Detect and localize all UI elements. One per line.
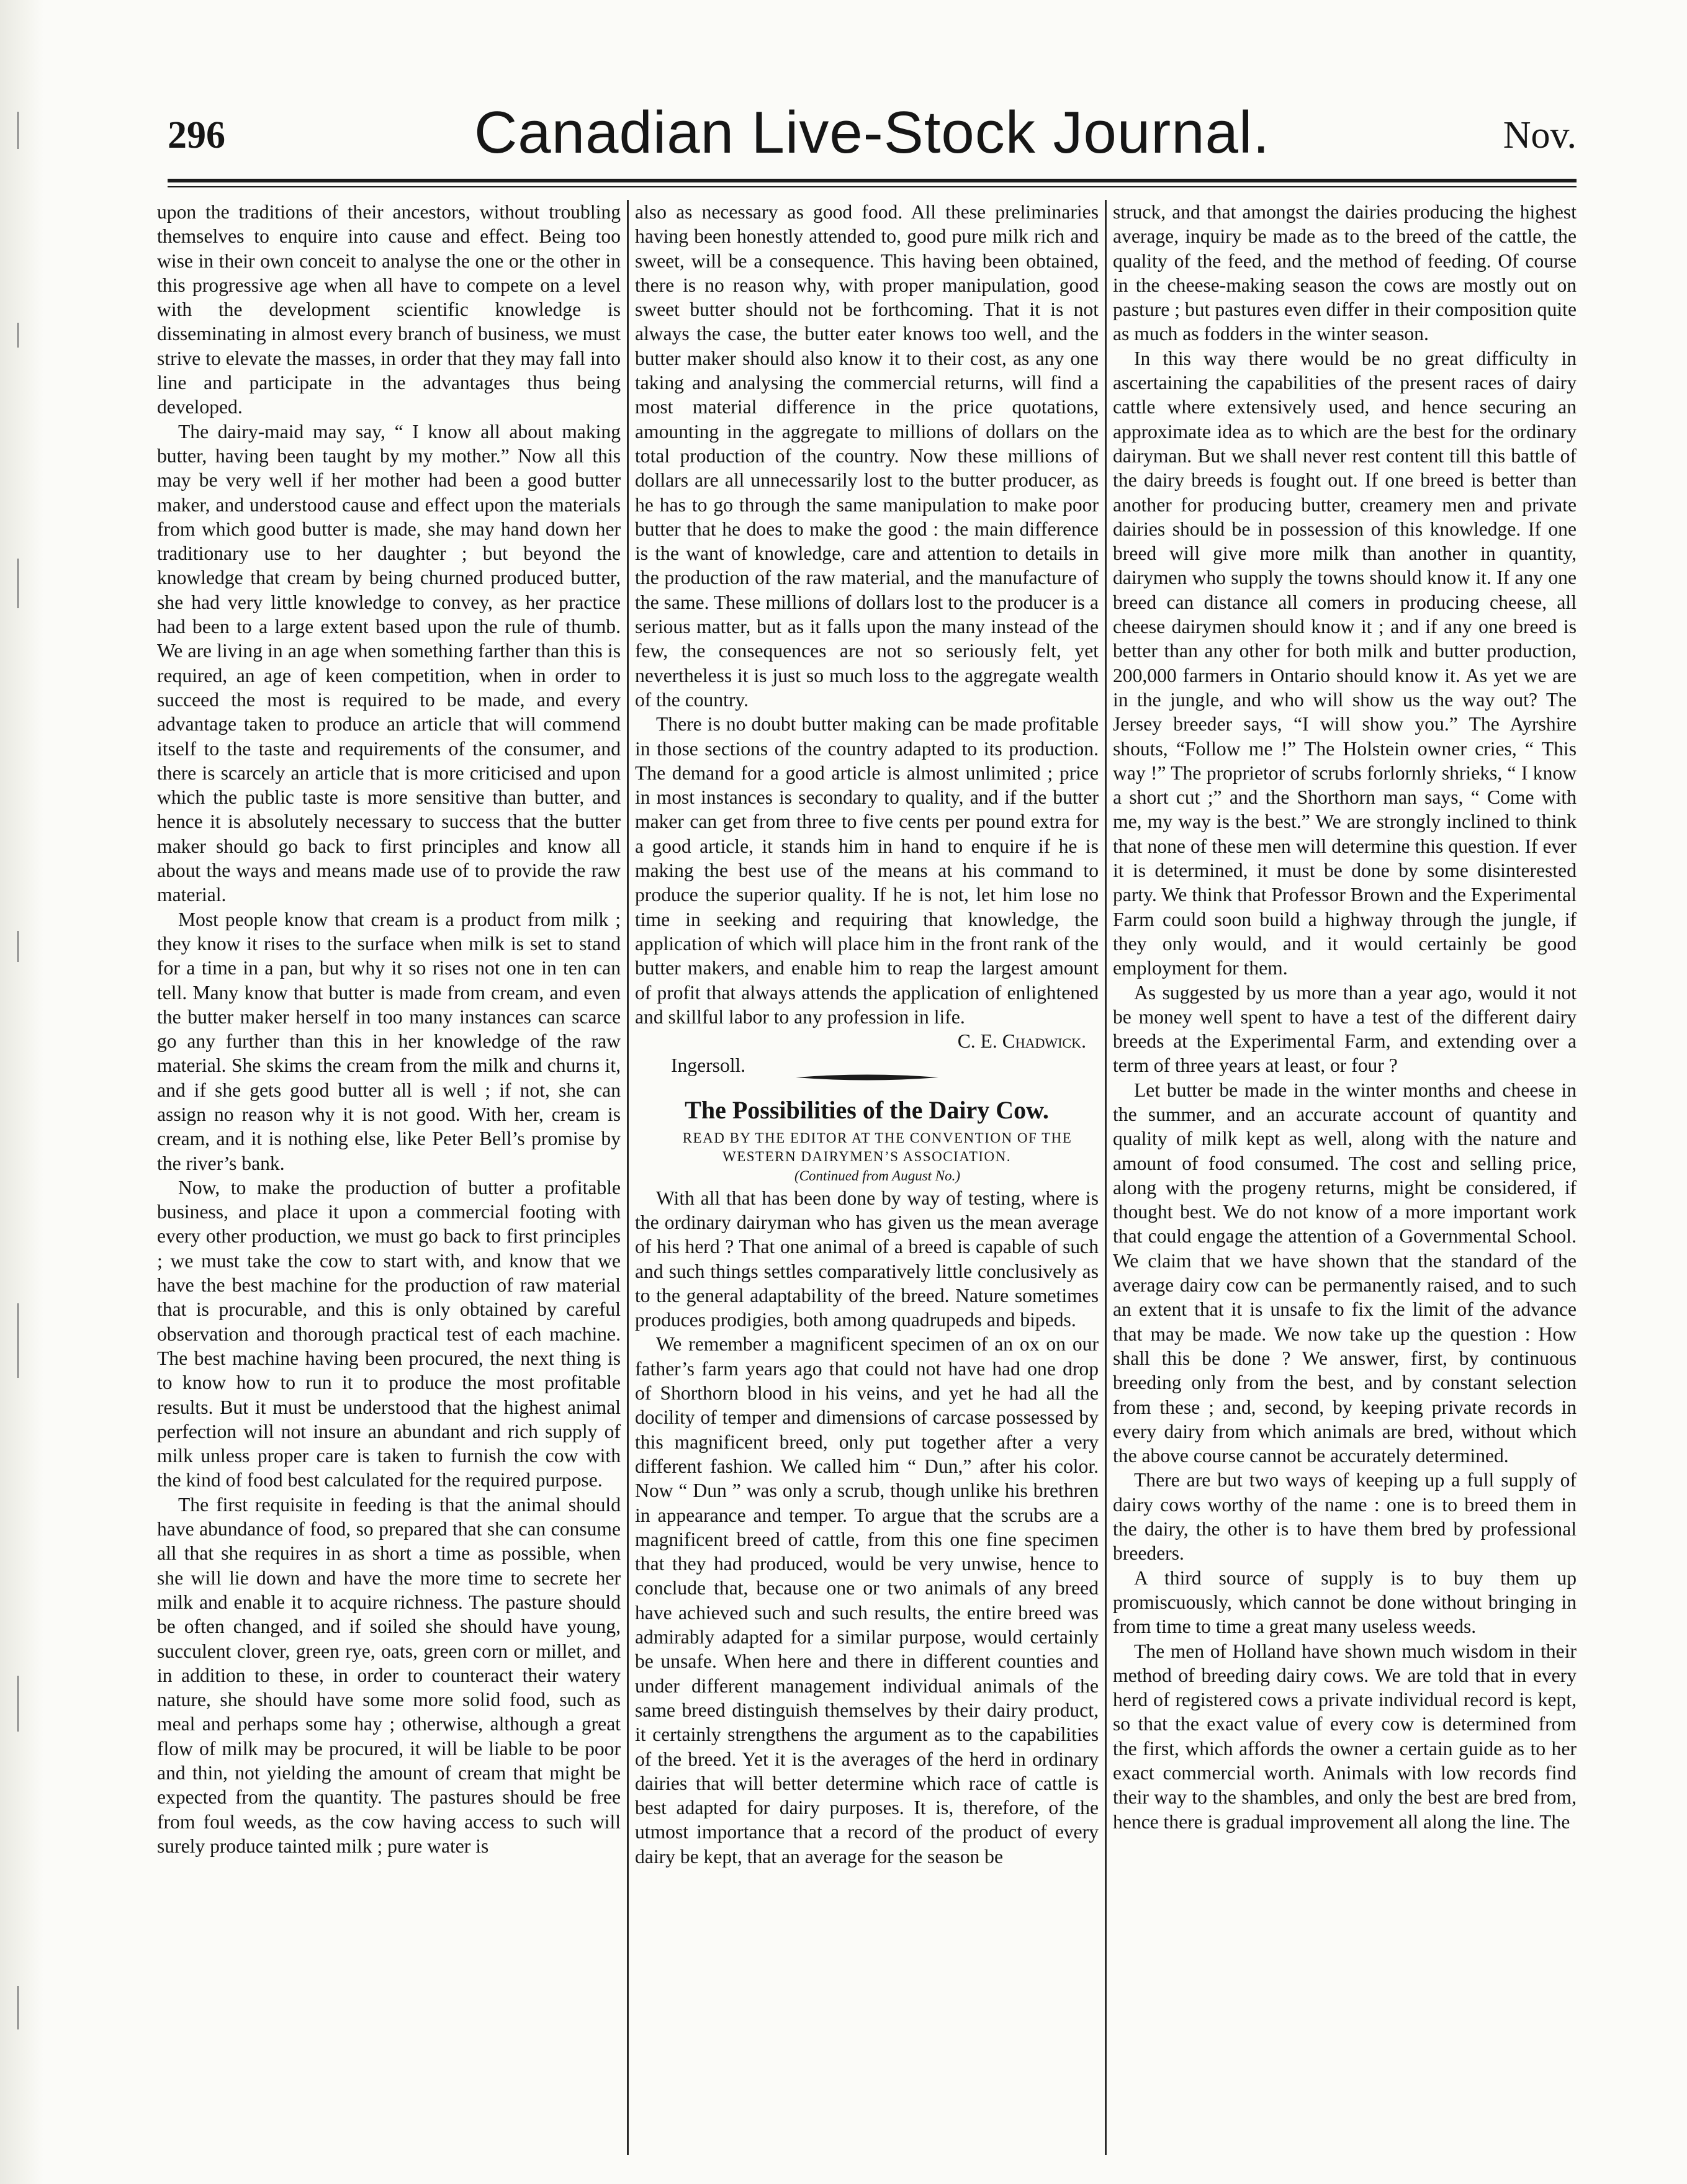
paragraph: Let butter be made in the winter months and cheese in the summer, and an accurate account of quantity and quality of milk kept as well, along with the nature and amount of food consumed. The cost and selling price, along with the progeny returns, might be considered, if thought best. We do not know of a more important work that could engage the attention of a Governmental School. We claim that we have shown that the standard of the average dairy cow can be permanently raised, and to such an extent that it is unsafe to fix the limit of the advance that may be made. We now take up the question : How shall this be done ? We answer, first, by continuous breeding only from the best, and by constant selection from these ; and, second, by keeping private records in every dairy from which animals are bred, without which the above course cannot be accurately determined. xyxy=(1113,1079,1577,1467)
issue-month: Nov. xyxy=(1503,114,1577,156)
paragraph: A third source of supply is to buy them up promiscuously, which cannot be done without bringing in from time to time a great many useless weeds. xyxy=(1113,1566,1577,1638)
column-divider xyxy=(1105,200,1107,2155)
paragraph: There are but two ways of keeping up a full supply of dairy cows worthy of the name : one is to breed them in the dairy, the other is to have them bred by professional breeders. xyxy=(1113,1469,1577,1565)
article-byline: READ BY THE EDITOR AT THE CONVENTION OF THE WESTERN DAIRYMEN’S ASSOCIATION. xyxy=(682,1130,1073,1164)
page-header xyxy=(168,99,1577,171)
paragraph: Most people know that cream is a product from milk ; they know it rises to the surface when milk is set to stand for a time in a pan, but why it so rises not one in ten can tell. Many know that butter is made from cream, and even the butter maker herself in too many instances can scarce go any further than this in her knowledge of the raw material. She skims the cream from the milk and churns it, and if she gets good butter all is well ; if not, she can assign no reason why it is not good. With her, cream is cream, and it is nothing else, like Peter Bell’s promise by the river’s bank. xyxy=(157,908,621,1174)
page-number: 296 xyxy=(168,114,225,156)
paragraph: There is no doubt butter making can be made profitable in those sections of the country adapted to its production. The demand for a good article is almost unlimited ; price in most instances is secondary to quality, and if the butter maker can get from three to five cents per pound extra for a good article, it stands him in hand to enquire if he is making the best use of the means at his command to produce the superior quality. If he is not, let him lose no time in seeking and requiring that knowledge, the application of which will place him in the front rank of the butter makers, and enable him to reap the largest amount of profit that always attends the application of enlightened and skillful labor to any profession in life. xyxy=(635,713,1099,1028)
column-2 xyxy=(630,200,1104,2167)
section-divider-ornament xyxy=(796,1073,938,1082)
paragraph: We remember a magnificent specimen of an ox on our father’s farm years ago that could not have had one drop of Shorthorn blood in his veins, and yet he had all the docility of temper and dimensions of carcase possessed by this magnificent breed, only put together after a very different fashion. We called him “ Dun,” after his color. Now “ Dun ” was only a scrub, though unlike his brethren in appearance and temper. To argue that the scrubs are a magnificent breed of cattle, from this one fine specimen that they had produced, would be very unwise, hence to conclude that, because one or two animals of any breed have achieved such and such results, the entire breed was admirably adapted for a similar purpose, would certainly be unsafe. When here and there in different counties and under different management individual animals of the same breed distinguish themselves by their dairy product, it certainly strengthens the argument as to the capabilities of the breed. Yet it is the averages of the herd in ordinary dairies that will better determine which race of cattle is best adapted for dairy purposes. It is, therefore, of the utmost importance that a record of the product of every dairy be kept, that an average for the season be xyxy=(635,1333,1099,1867)
paragraph: Now, to make the production of butter a profitable business, and place it upon a commercial footing with every other production, we must go back to first principles ; we must take the cow to start with, and know that we have the best machine for the production of raw material that is procurable, and this is only obtained by careful observation and thorough practical test of each machine. The best machine having been procured, the next thing is to know how to run it to produce the most profitable results. But it must be understood that the highest animal perfection will not insure an abundant and rich supply of milk unless proper care is taken to furnish the cow with the kind of food best calculated for the required purpose. xyxy=(157,1176,621,1491)
paragraph: As suggested by us more than a year ago, would it not be money well spent to have a test of the different dairy breeds at the Experimental Farm, and extending over a term of three years at least, or four ? xyxy=(1113,981,1577,1077)
paragraph: In this way there would be no great difficulty in ascertaining the capabilities of the present races of dairy cattle where extensively used, and hence securing an approximate idea as to which are the best for the ordinary dairyman. But we shall never rest content till this battle of the dairy breeds is fought out. If one breed is better than another for producing butter, creamery men and private dairies should be in possession of this knowledge. If one breed will give more milk than another in quantity, dairymen who supply the towns should know it. If any one breed can distance all comers in producing cheese, all cheese dairymen should know it ; and if any one breed is better than any other for both milk and butter production, 200,000 farmers in Ontario should know it. As yet we are in the jungle, and who will show us the way out? The Jersey breeder says, “I will show you.” The Ayrshire shouts, “Follow me !” The Holstein owner cries, “ This way !” The proprietor of scrubs forlornly shrieks, “ I know a short cut ;” and the Shorthorn man says, “ Come with me, my way is the best.” We are strongly inclined to think that none of these men will determine this question. If ever it is determined, it must be done by some disinterested party. We think that Professor Brown and the Experimental Farm could soon build a highway through the jungle, if they only would, and it would certainly be good employment for them. xyxy=(1113,347,1577,979)
paragraph: The dairy-maid may say, “ I know all about making butter, having been taught by my mother.” Now all this may be very well if her mother had been a good butter maker, and understood cause and effect upon the materials from which good butter is made, she may hand down her traditionary use to her daughter ; but beyond the knowledge that cream by being churned produced butter, she had very little knowledge to convey, as her practice had been to a large extent based upon the rule of thumb. We are living in an age when something farther than this is required, an age of keen competition, when in order to succeed the most is required to be made, and every advantage taken to produce an article that will commend itself to the taste and requirements of the consumer, and there is scarcely an article that is more criticised and upon which the public taste is more sensitive than butter, and hence it is absolutely necessary to success that the butter maker should go back to first principles and know all about the ways and means made use of to provide the raw material. xyxy=(157,420,621,906)
header-rule xyxy=(168,179,1577,182)
scan-margin xyxy=(0,0,43,2184)
column-divider xyxy=(627,200,629,2155)
column-1 xyxy=(152,200,626,2167)
author-place: Ingersoll. xyxy=(671,1054,746,1077)
paragraph: The first requisite in feeding is that the animal should have abundance of food, so prepared that she can consume all that she requires in as short a time as possible, when she will lie down and have the more time to secrete her milk and enable it to acquire richness. The pasture should be often changed, and if soiled she should have young, succulent clover, green rye, oats, green corn or millet, and in addition to these, in order to counteract their watery nature, she should have some more solid food, such as meal and perhaps some hay ; otherwise, although a great flow of milk may be procured, it will be liable to be poor and thin, not yielding the amount of cream that might be expected from the quantity. The pastures should be free from foul weeds, as the cow having access to such will surely produce tainted milk ; pure water is xyxy=(157,1493,621,1857)
paragraph: With all that has been done by way of testing, where is the ordinary dairyman who has given us the mean average of his herd ? That one animal of a breed is capable of such and such things settles comparatively little conclusively as to the general adaptability of the breed. Nature sometimes produces prodigies, both among quadrupeds and bipeds. xyxy=(635,1187,1099,1331)
paragraph: struck, and that amongst the dairies producing the highest average, inquiry be made as to the breed of the cattle, the quality of the feed, and the method of feeding. Of course in the cheese-making season the cows are mostly out on pasture ; but pastures even differ in their composition quite as much as fodders in the winter season. xyxy=(1113,201,1577,345)
journal-title: Canadian Live-Stock Journal. xyxy=(474,99,1271,166)
article-continued-note: (Continued from August No.) xyxy=(794,1167,961,1184)
article-title: The Possibilities of the Dairy Cow. xyxy=(685,1095,1049,1124)
paragraph: The men of Holland have shown much wisdom in their method of breeding dairy cows. We are told that in every herd of registered cows a private individual record is kept, so that the exact value of every cow is determined from the first, which affords the owner a certain guide as to her exact commercial worth. Animals with low records find their way to the shambles, and only the best are bred from, hence there is gradual improvement all along the line. The xyxy=(1113,1640,1577,1833)
author-signature: C. E. Chadwick. xyxy=(957,1030,1086,1053)
header-rule-thin xyxy=(168,186,1577,187)
paragraph: also as necessary as good food. All these preliminaries having been honestly attended to, good pure milk rich and sweet, will be a consequence. This having been obtained, there is no reason why, with proper manipulation, good sweet butter should not be forthcoming. That it is not always the case, the butter eater knows too well, and the butter maker should also know it to their cost, as any one taking and analysing the commercial returns, will find a most material difference in the price quotations, amounting in the aggregate to millions of dollars on the total production of the country. Now these millions of dollars are all unnecessarily lost to the butter producer, as he has to go through the same manipulation to make poor butter that he does to make the good : the main difference is the want of knowledge, care and attention to details in the production of the raw material, and the manufacture of the same. These millions of dollars lost to the producer is a serious matter, but as it falls upon the many instead of the few, the consequences are not so seriously felt, yet nevertheless it is just so much loss to the aggregate wealth of the country. xyxy=(635,201,1099,711)
column-3 xyxy=(1108,200,1581,2167)
paragraph: upon the traditions of their ancestors, without troubling themselves to enquire into cause and effect. Being too wise in their own conceit to analyse the one or the other in this progressive age when all have to compete on a level with the development scientific knowledge is disseminating in almost every branch of business, we must strive to elevate the masses, in order that they may fall into line and participate in the advantages thus being developed. xyxy=(157,201,621,418)
page-columns xyxy=(152,200,1592,2167)
